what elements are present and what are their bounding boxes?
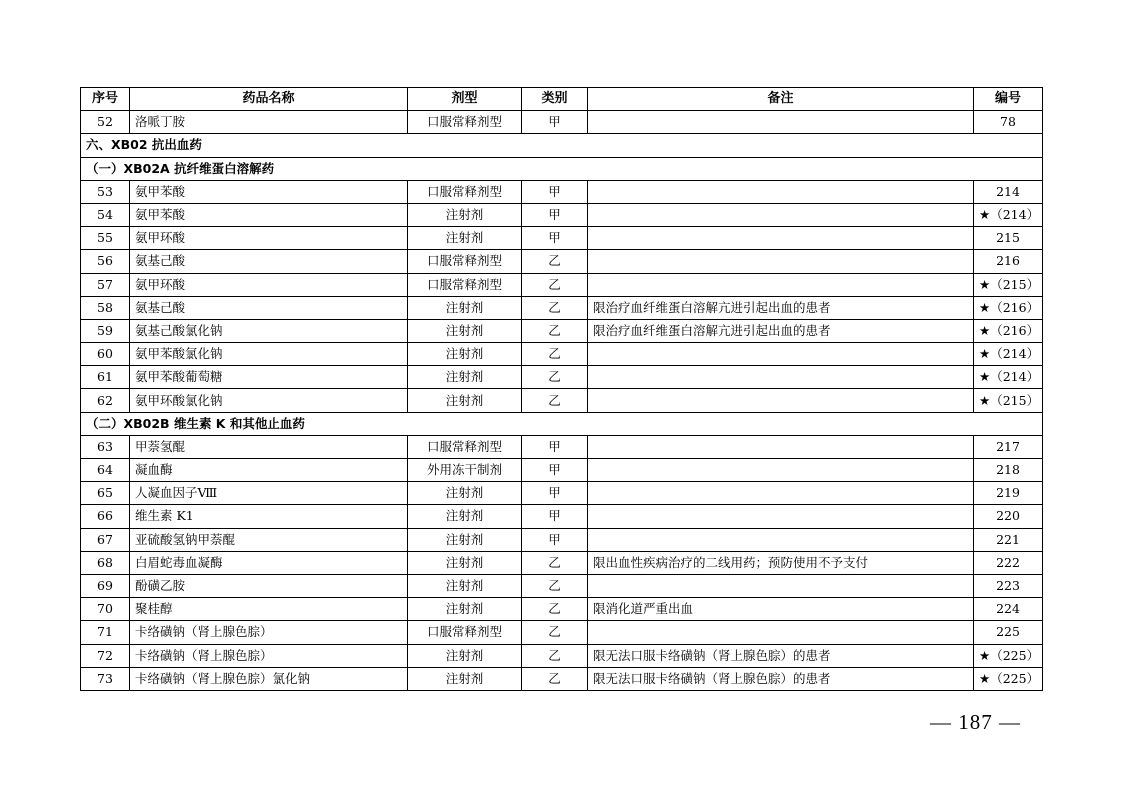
table-row	[81, 366, 1043, 389]
cell-name: 亚硫酸氢钠甲萘醌	[130, 528, 408, 551]
cell-note: 限出血性疾病治疗的二线用药；预防使用不予支付	[588, 551, 974, 574]
cell-form: 注射剂	[408, 551, 522, 574]
cell-code: ★（214）	[974, 366, 1043, 389]
cell-note: 限消化道严重出血	[588, 598, 974, 621]
cell-form: 注射剂	[408, 644, 522, 667]
cell-category: 乙	[522, 644, 588, 667]
table-row	[81, 482, 1043, 505]
cell-name: 白眉蛇毒血凝酶	[130, 551, 408, 574]
cell-code: 78	[974, 111, 1043, 134]
cell-category: 乙	[522, 551, 588, 574]
cell-form: 口服常释剂型	[408, 435, 522, 458]
cell-code: ★（216）	[974, 319, 1043, 342]
table-row	[81, 551, 1043, 574]
table-row	[81, 250, 1043, 273]
cell-form: 注射剂	[408, 296, 522, 319]
cell-form: 注射剂	[408, 574, 522, 597]
cell-code: 220	[974, 505, 1043, 528]
cell-form: 注射剂	[408, 528, 522, 551]
cell-name: 甲萘氢醌	[130, 435, 408, 458]
cell-note	[588, 111, 974, 134]
cell-note	[588, 343, 974, 366]
cell-name: 洛哌丁胺	[130, 111, 408, 134]
cell-seq: 70	[81, 598, 130, 621]
table-header-row	[81, 88, 1043, 111]
cell-name: 卡络磺钠（肾上腺色腙）	[130, 621, 408, 644]
cell-code: ★（215）	[974, 389, 1043, 412]
cell-code: 219	[974, 482, 1043, 505]
cell-seq: 58	[81, 296, 130, 319]
cell-category: 甲	[522, 180, 588, 203]
cell-seq: 73	[81, 667, 130, 690]
cell-seq: 53	[81, 180, 130, 203]
table-row	[81, 111, 1043, 134]
cell-code: ★（214）	[974, 343, 1043, 366]
cell-seq: 54	[81, 203, 130, 226]
cell-name: 氨基己酸	[130, 250, 408, 273]
cell-category: 乙	[522, 296, 588, 319]
table-row	[81, 296, 1043, 319]
cell-form: 口服常释剂型	[408, 180, 522, 203]
table-row	[81, 389, 1043, 412]
cell-form: 口服常释剂型	[408, 111, 522, 134]
cell-code: 214	[974, 180, 1043, 203]
cell-note	[588, 482, 974, 505]
cell-name: 氨甲苯酸葡萄糖	[130, 366, 408, 389]
header-note: 备注	[588, 88, 974, 111]
cell-seq: 68	[81, 551, 130, 574]
cell-category: 甲	[522, 528, 588, 551]
cell-code: 215	[974, 227, 1043, 250]
cell-code: ★（216）	[974, 296, 1043, 319]
table-row	[81, 644, 1043, 667]
table-row	[81, 203, 1043, 226]
cell-category: 乙	[522, 319, 588, 342]
cell-form: 注射剂	[408, 667, 522, 690]
cell-form: 口服常释剂型	[408, 273, 522, 296]
cell-form: 外用冻干制剂	[408, 459, 522, 482]
cell-note	[588, 250, 974, 273]
header-category: 类别	[522, 88, 588, 111]
cell-form: 注射剂	[408, 343, 522, 366]
cell-code: 221	[974, 528, 1043, 551]
cell-form: 注射剂	[408, 389, 522, 412]
cell-form: 注射剂	[408, 482, 522, 505]
table-row	[81, 621, 1043, 644]
cell-note: 限治疗血纤维蛋白溶解亢进引起出血的患者	[588, 296, 974, 319]
header-code: 编号	[974, 88, 1043, 111]
cell-note	[588, 389, 974, 412]
cell-note	[588, 435, 974, 458]
page-number: — 187 —	[930, 710, 1021, 734]
cell-name: 维生素 K1	[130, 505, 408, 528]
cell-note	[588, 180, 974, 203]
cell-code: ★（225）	[974, 667, 1043, 690]
cell-note	[588, 366, 974, 389]
cell-name: 氨甲环酸	[130, 273, 408, 296]
cell-seq: 71	[81, 621, 130, 644]
cell-note: 限无法口服卡络磺钠（肾上腺色腙）的患者	[588, 644, 974, 667]
cell-category: 乙	[522, 621, 588, 644]
cell-note	[588, 621, 974, 644]
cell-category: 甲	[522, 111, 588, 134]
table-row	[81, 343, 1043, 366]
cell-category: 乙	[522, 343, 588, 366]
cell-seq: 56	[81, 250, 130, 273]
drug-table	[80, 87, 1043, 691]
cell-seq: 57	[81, 273, 130, 296]
table-row	[81, 180, 1043, 203]
table-row	[81, 459, 1043, 482]
cell-seq: 59	[81, 319, 130, 342]
cell-category: 乙	[522, 389, 588, 412]
cell-note	[588, 505, 974, 528]
cell-name: 聚桂醇	[130, 598, 408, 621]
table-body	[81, 111, 1043, 691]
cell-seq: 69	[81, 574, 130, 597]
cell-seq: 67	[81, 528, 130, 551]
cell-note	[588, 273, 974, 296]
cell-name: 氨甲苯酸	[130, 203, 408, 226]
table-row	[81, 598, 1043, 621]
cell-name: 氨甲环酸	[130, 227, 408, 250]
cell-form: 注射剂	[408, 319, 522, 342]
table-row	[81, 319, 1043, 342]
cell-code: 223	[974, 574, 1043, 597]
header-name: 药品名称	[130, 88, 408, 111]
cell-name: 氨甲苯酸氯化钠	[130, 343, 408, 366]
cell-name: 氨甲环酸氯化钠	[130, 389, 408, 412]
cell-note	[588, 574, 974, 597]
cell-code: 216	[974, 250, 1043, 273]
cell-name: 人凝血因子Ⅷ	[130, 482, 408, 505]
table-row	[81, 528, 1043, 551]
cell-form: 口服常释剂型	[408, 621, 522, 644]
cell-seq: 62	[81, 389, 130, 412]
cell-note	[588, 203, 974, 226]
cell-form: 注射剂	[408, 366, 522, 389]
cell-category: 乙	[522, 273, 588, 296]
cell-name: 酚磺乙胺	[130, 574, 408, 597]
table-row	[81, 435, 1043, 458]
cell-form: 注射剂	[408, 203, 522, 226]
header-seq: 序号	[81, 88, 130, 111]
cell-category: 甲	[522, 482, 588, 505]
table-row	[81, 227, 1043, 250]
cell-form: 注射剂	[408, 505, 522, 528]
cell-name: 凝血酶	[130, 459, 408, 482]
cell-seq: 55	[81, 227, 130, 250]
section-title: （一）XB02A 抗纤维蛋白溶解药	[81, 157, 1043, 180]
table-row	[81, 505, 1043, 528]
section-row	[81, 412, 1043, 435]
cell-seq: 64	[81, 459, 130, 482]
cell-seq: 65	[81, 482, 130, 505]
cell-code: 224	[974, 598, 1043, 621]
cell-code: ★（214）	[974, 203, 1043, 226]
cell-code: 222	[974, 551, 1043, 574]
cell-category: 乙	[522, 574, 588, 597]
cell-category: 乙	[522, 598, 588, 621]
cell-form: 注射剂	[408, 227, 522, 250]
section-title: （二）XB02B 维生素 K 和其他止血药	[81, 412, 1043, 435]
section-row	[81, 134, 1043, 157]
cell-code: ★（215）	[974, 273, 1043, 296]
cell-category: 乙	[522, 250, 588, 273]
table-row	[81, 574, 1043, 597]
cell-seq: 52	[81, 111, 130, 134]
cell-form: 注射剂	[408, 598, 522, 621]
cell-seq: 72	[81, 644, 130, 667]
cell-code: ★（225）	[974, 644, 1043, 667]
cell-seq: 66	[81, 505, 130, 528]
cell-category: 甲	[522, 459, 588, 482]
cell-name: 卡络磺钠（肾上腺色腙）氯化钠	[130, 667, 408, 690]
cell-note: 限无法口服卡络磺钠（肾上腺色腙）的患者	[588, 667, 974, 690]
cell-category: 甲	[522, 505, 588, 528]
cell-code: 218	[974, 459, 1043, 482]
cell-category: 甲	[522, 435, 588, 458]
cell-seq: 61	[81, 366, 130, 389]
cell-name: 卡络磺钠（肾上腺色腙）	[130, 644, 408, 667]
cell-note	[588, 528, 974, 551]
section-title: 六、XB02 抗出血药	[81, 134, 1043, 157]
cell-category: 甲	[522, 203, 588, 226]
cell-name: 氨基己酸氯化钠	[130, 319, 408, 342]
cell-category: 乙	[522, 667, 588, 690]
header-form: 剂型	[408, 88, 522, 111]
cell-name: 氨基己酸	[130, 296, 408, 319]
cell-note	[588, 227, 974, 250]
cell-seq: 60	[81, 343, 130, 366]
cell-category: 甲	[522, 227, 588, 250]
cell-category: 乙	[522, 366, 588, 389]
section-row	[81, 157, 1043, 180]
cell-seq: 63	[81, 435, 130, 458]
table-row	[81, 667, 1043, 690]
cell-note: 限治疗血纤维蛋白溶解亢进引起出血的患者	[588, 319, 974, 342]
cell-note	[588, 459, 974, 482]
cell-code: 225	[974, 621, 1043, 644]
cell-form: 口服常释剂型	[408, 250, 522, 273]
cell-name: 氨甲苯酸	[130, 180, 408, 203]
table-row	[81, 273, 1043, 296]
cell-code: 217	[974, 435, 1043, 458]
